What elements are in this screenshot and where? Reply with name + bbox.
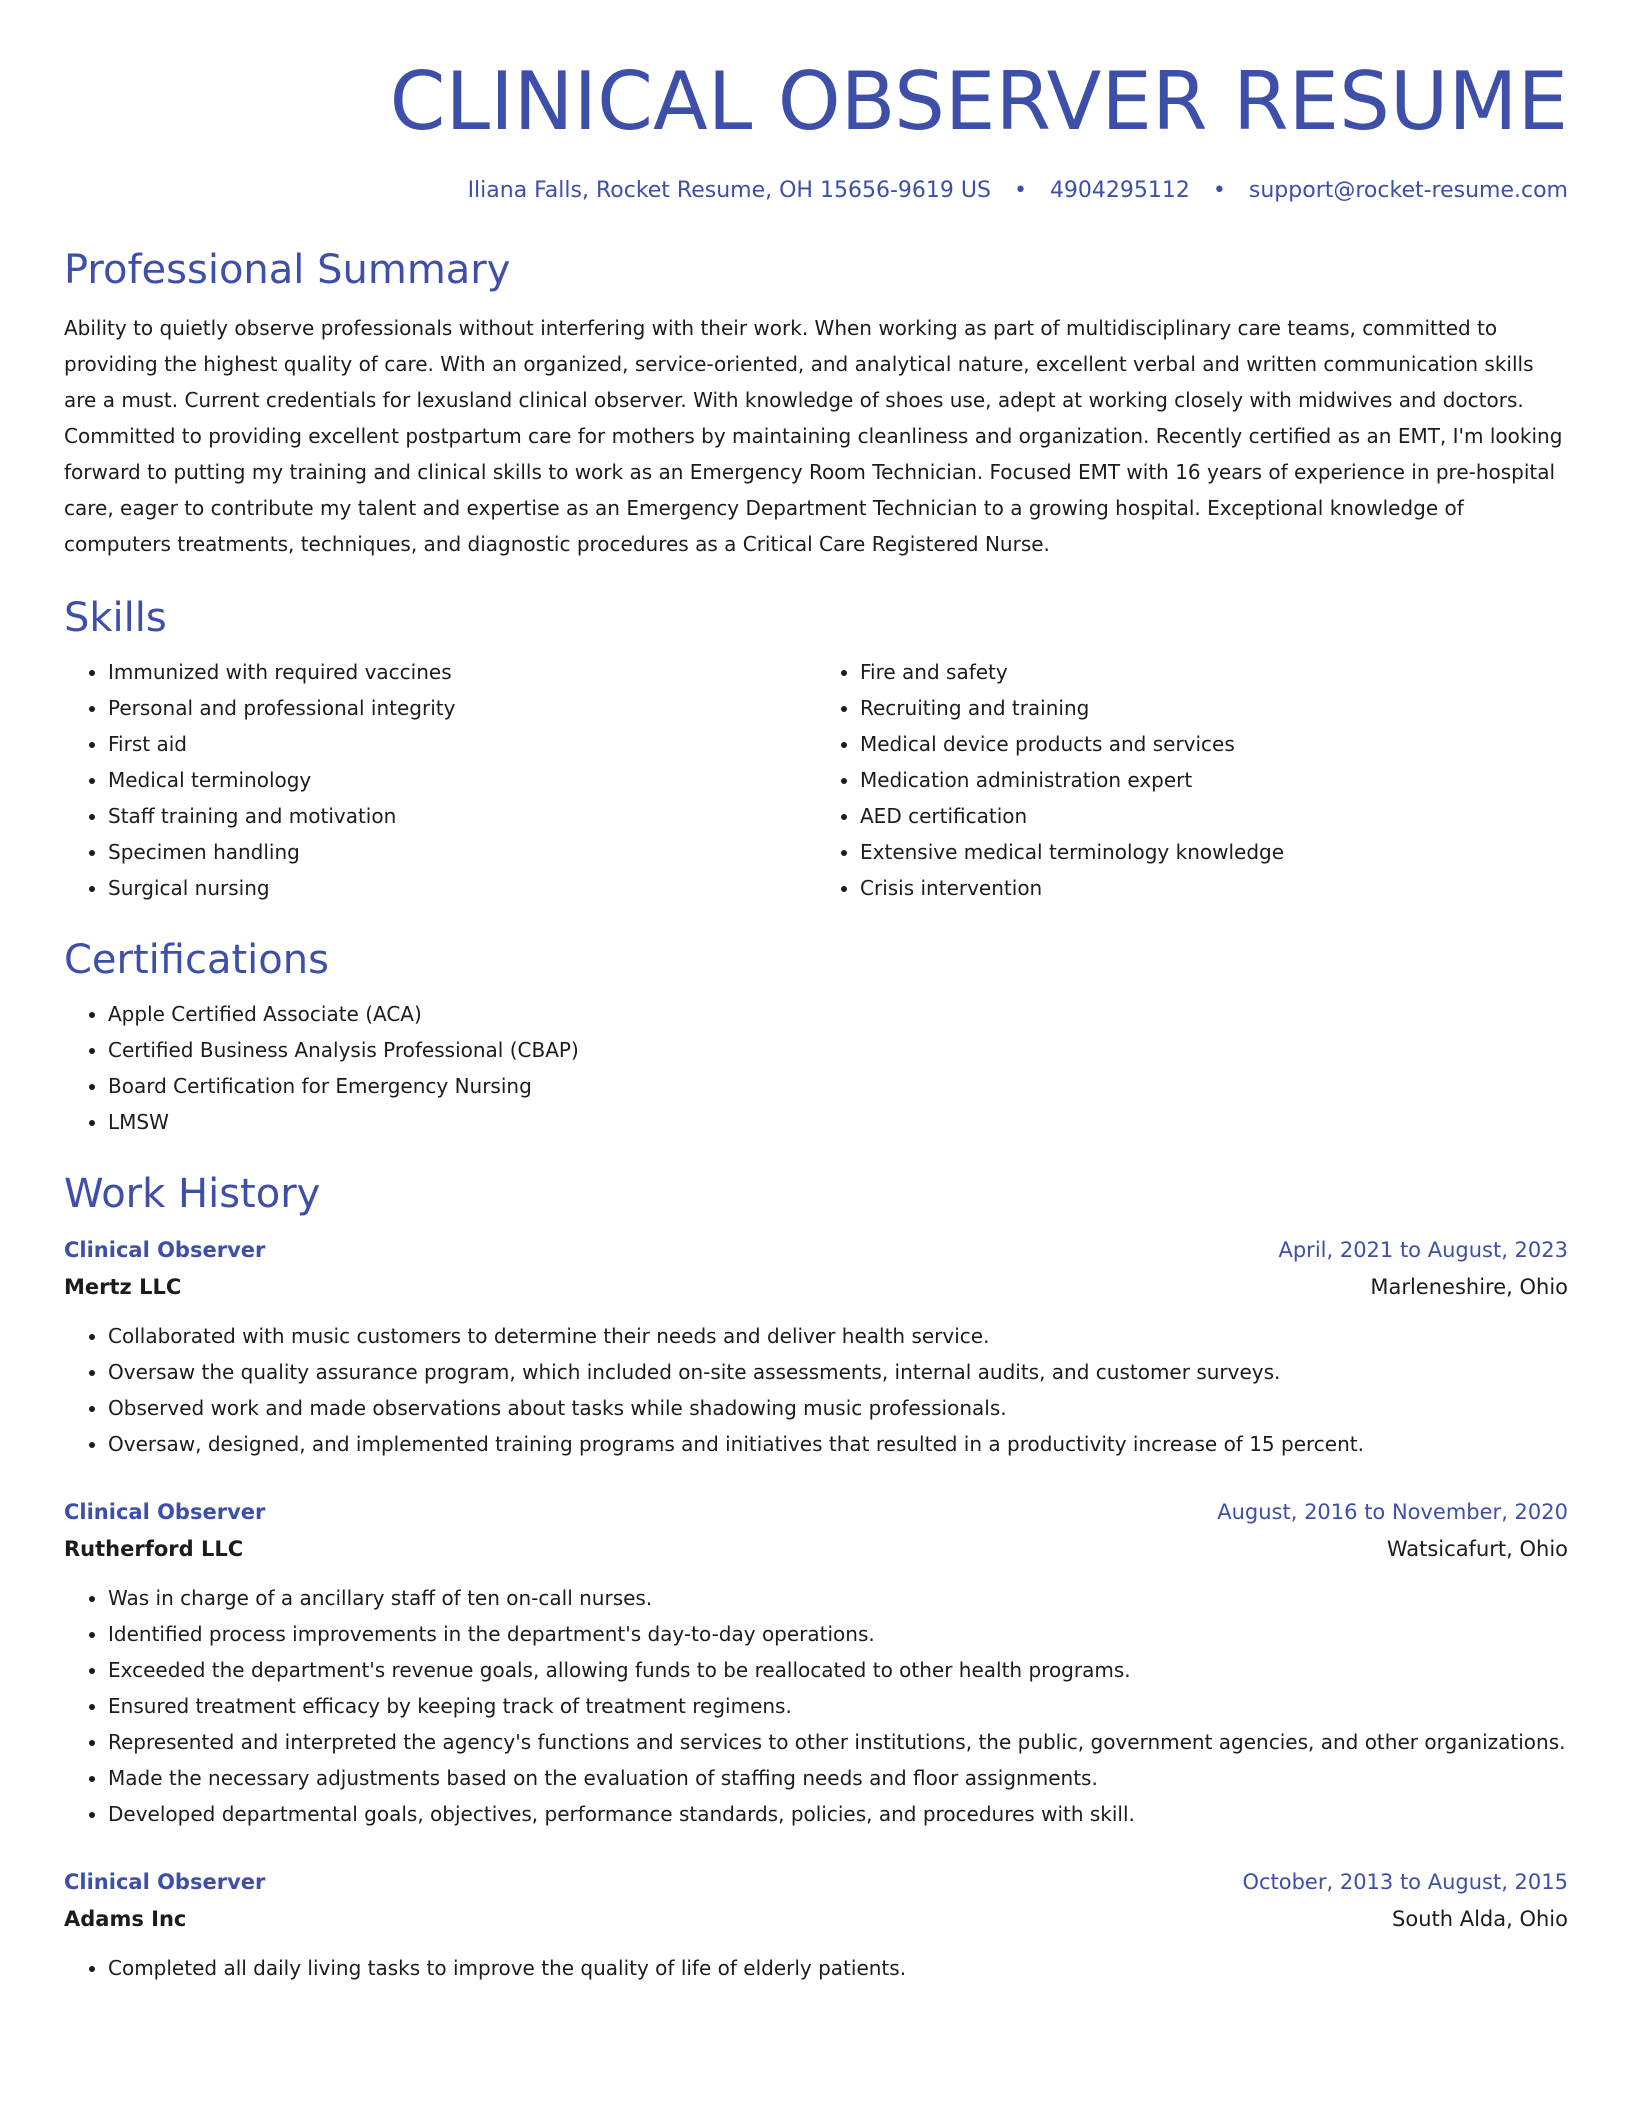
job-bullet: • Developed departmental goals, objectives, performance standards, policies, and procedures with skill. [108,1796,1568,1832]
job-company: Adams Inc [64,1907,187,1931]
skill-item: • Fire and safety [860,654,1568,690]
job-bullet: • Oversaw the quality assurance program, which included on-site assessments, internal audits, and customer surveys. [108,1354,1568,1390]
job-bullet: • Made the necessary adjustments based on the evaluation of staffing needs and floor assignments. [108,1760,1568,1796]
job-bullet: • Collaborated with music customers to determine their needs and deliver health service. [108,1318,1568,1354]
certification-item: • Apple Certified Associate (ACA) [108,996,1568,1032]
work-history-section [64,1168,1568,1986]
contact-line [64,176,1568,206]
skills-heading: Skills [64,595,167,641]
work-history-heading: Work History [64,1171,321,1217]
job-title: Clinical Observer [64,1500,266,1524]
job-bullet: • Identified process improvements in the department's day-to-day operations. [108,1616,1568,1652]
certifications-heading: Certifications [64,937,329,983]
resume-title: CLINICAL OBSERVER RESUME [389,55,1568,148]
summary-heading: Professional Summary [64,247,511,293]
job-dates: April, 2021 to August, 2023 [1278,1238,1568,1262]
summary-text: Ability to quietly observe professionals without interfering with their work. When working as part of multidisciplinary care teams, committed to providing the highest quality of care. With an organized, service-oriented, and analytical nature, excellent verbal and written communication skills are a must. Current credentials for lexusland clinical observer. With knowledge of shoes use, adept at working closely with midwives and doctors. Committed to providing excellent postpartum care for mothers by maintaining cleanliness and organization. Recently certified as an EMT, I'm looking forward to putting my training and clinical skills to work as an Emergency Room Technician. Focused EMT with 16 years of experience in pre-hospital care, eager to contribute my talent and expertise as an Emergency Department Technician to a growing hospital. Exceptional knowledge of computers treatments, techniques, and diagnostic procedures as a Critical Care Registered Nurse. [64,316,1563,556]
skill-item: • Personal and professional integrity [108,690,816,726]
job-entry [64,1232,1568,1462]
job-company-row [64,1530,1568,1568]
job-bullet: • Completed all daily living tasks to improve the quality of life of elderly patients. [108,1950,1568,1986]
job-title: Clinical Observer [64,1238,266,1262]
certification-item: • Board Certification for Emergency Nursing [108,1068,1568,1104]
skill-item: • AED certification [860,798,1568,834]
skills-section [64,592,1568,906]
resume-page [64,0,1568,1986]
summary-section [64,244,1568,562]
job-bullet: • Was in charge of a ancillary staff of ten on-call nurses. [108,1580,1568,1616]
skill-item: • Medical device products and services [860,726,1568,762]
job-company: Mertz LLC [64,1275,182,1299]
skills-list-left [64,654,816,906]
contact-email: support@rocket-resume.com [1248,178,1568,203]
job-entry [64,1494,1568,1832]
skill-item: • Staff training and motivation [108,798,816,834]
job-header-row [64,1864,1568,1900]
contact-address: Iliana Falls, Rocket Resume, OH 15656-9619 US [467,178,991,203]
certification-item: • LMSW [108,1104,1568,1140]
job-bullets [64,1950,1568,1986]
skills-list-right [816,654,1568,906]
skill-item: • Medical terminology [108,762,816,798]
job-location: Watsicafurt, Ohio [1386,1537,1568,1561]
skill-item: • Recruiting and training [860,690,1568,726]
contact-separator: • [1212,178,1226,203]
skill-item: • First aid [108,726,816,762]
job-header-row [64,1494,1568,1530]
contact-separator: • [1013,178,1027,203]
skill-item: • Medication administration expert [860,762,1568,798]
job-bullet: • Observed work and made observations about tasks while shadowing music professionals. [108,1390,1568,1426]
job-bullets [64,1318,1568,1462]
job-title: Clinical Observer [64,1870,266,1894]
certifications-list [64,996,1568,1140]
skills-columns [64,654,1568,906]
job-bullet: • Represented and interpreted the agency's functions and services to other institutions, the public, government agencies, and other organizations. [108,1724,1568,1760]
skill-item: • Extensive medical terminology knowledge [860,834,1568,870]
job-dates: August, 2016 to November, 2020 [1217,1500,1568,1524]
job-bullet: • Ensured treatment efficacy by keeping track of treatment regimens. [108,1688,1568,1724]
contact-phone: 4904295112 [1049,178,1190,203]
job-bullet: • Oversaw, designed, and implemented training programs and initiatives that resulted in a productivity increase of 15 percent. [108,1426,1568,1462]
job-company-row [64,1900,1568,1938]
job-bullets [64,1580,1568,1832]
job-location: Marleneshire, Ohio [1370,1275,1568,1299]
job-entry [64,1864,1568,1986]
job-company: Rutherford LLC [64,1537,244,1561]
job-location: South Alda, Ohio [1392,1907,1568,1931]
certification-item: • Certified Business Analysis Professional (CBAP) [108,1032,1568,1068]
job-bullet: • Exceeded the department's revenue goals, allowing funds to be reallocated to other health programs. [108,1652,1568,1688]
job-header-row [64,1232,1568,1268]
skill-item: • Specimen handling [108,834,816,870]
certifications-section [64,934,1568,1140]
skill-item: • Crisis intervention [860,870,1568,906]
skill-item: • Surgical nursing [108,870,816,906]
job-company-row [64,1268,1568,1306]
skill-item: • Immunized with required vaccines [108,654,816,690]
job-dates: October, 2013 to August, 2015 [1242,1870,1568,1894]
